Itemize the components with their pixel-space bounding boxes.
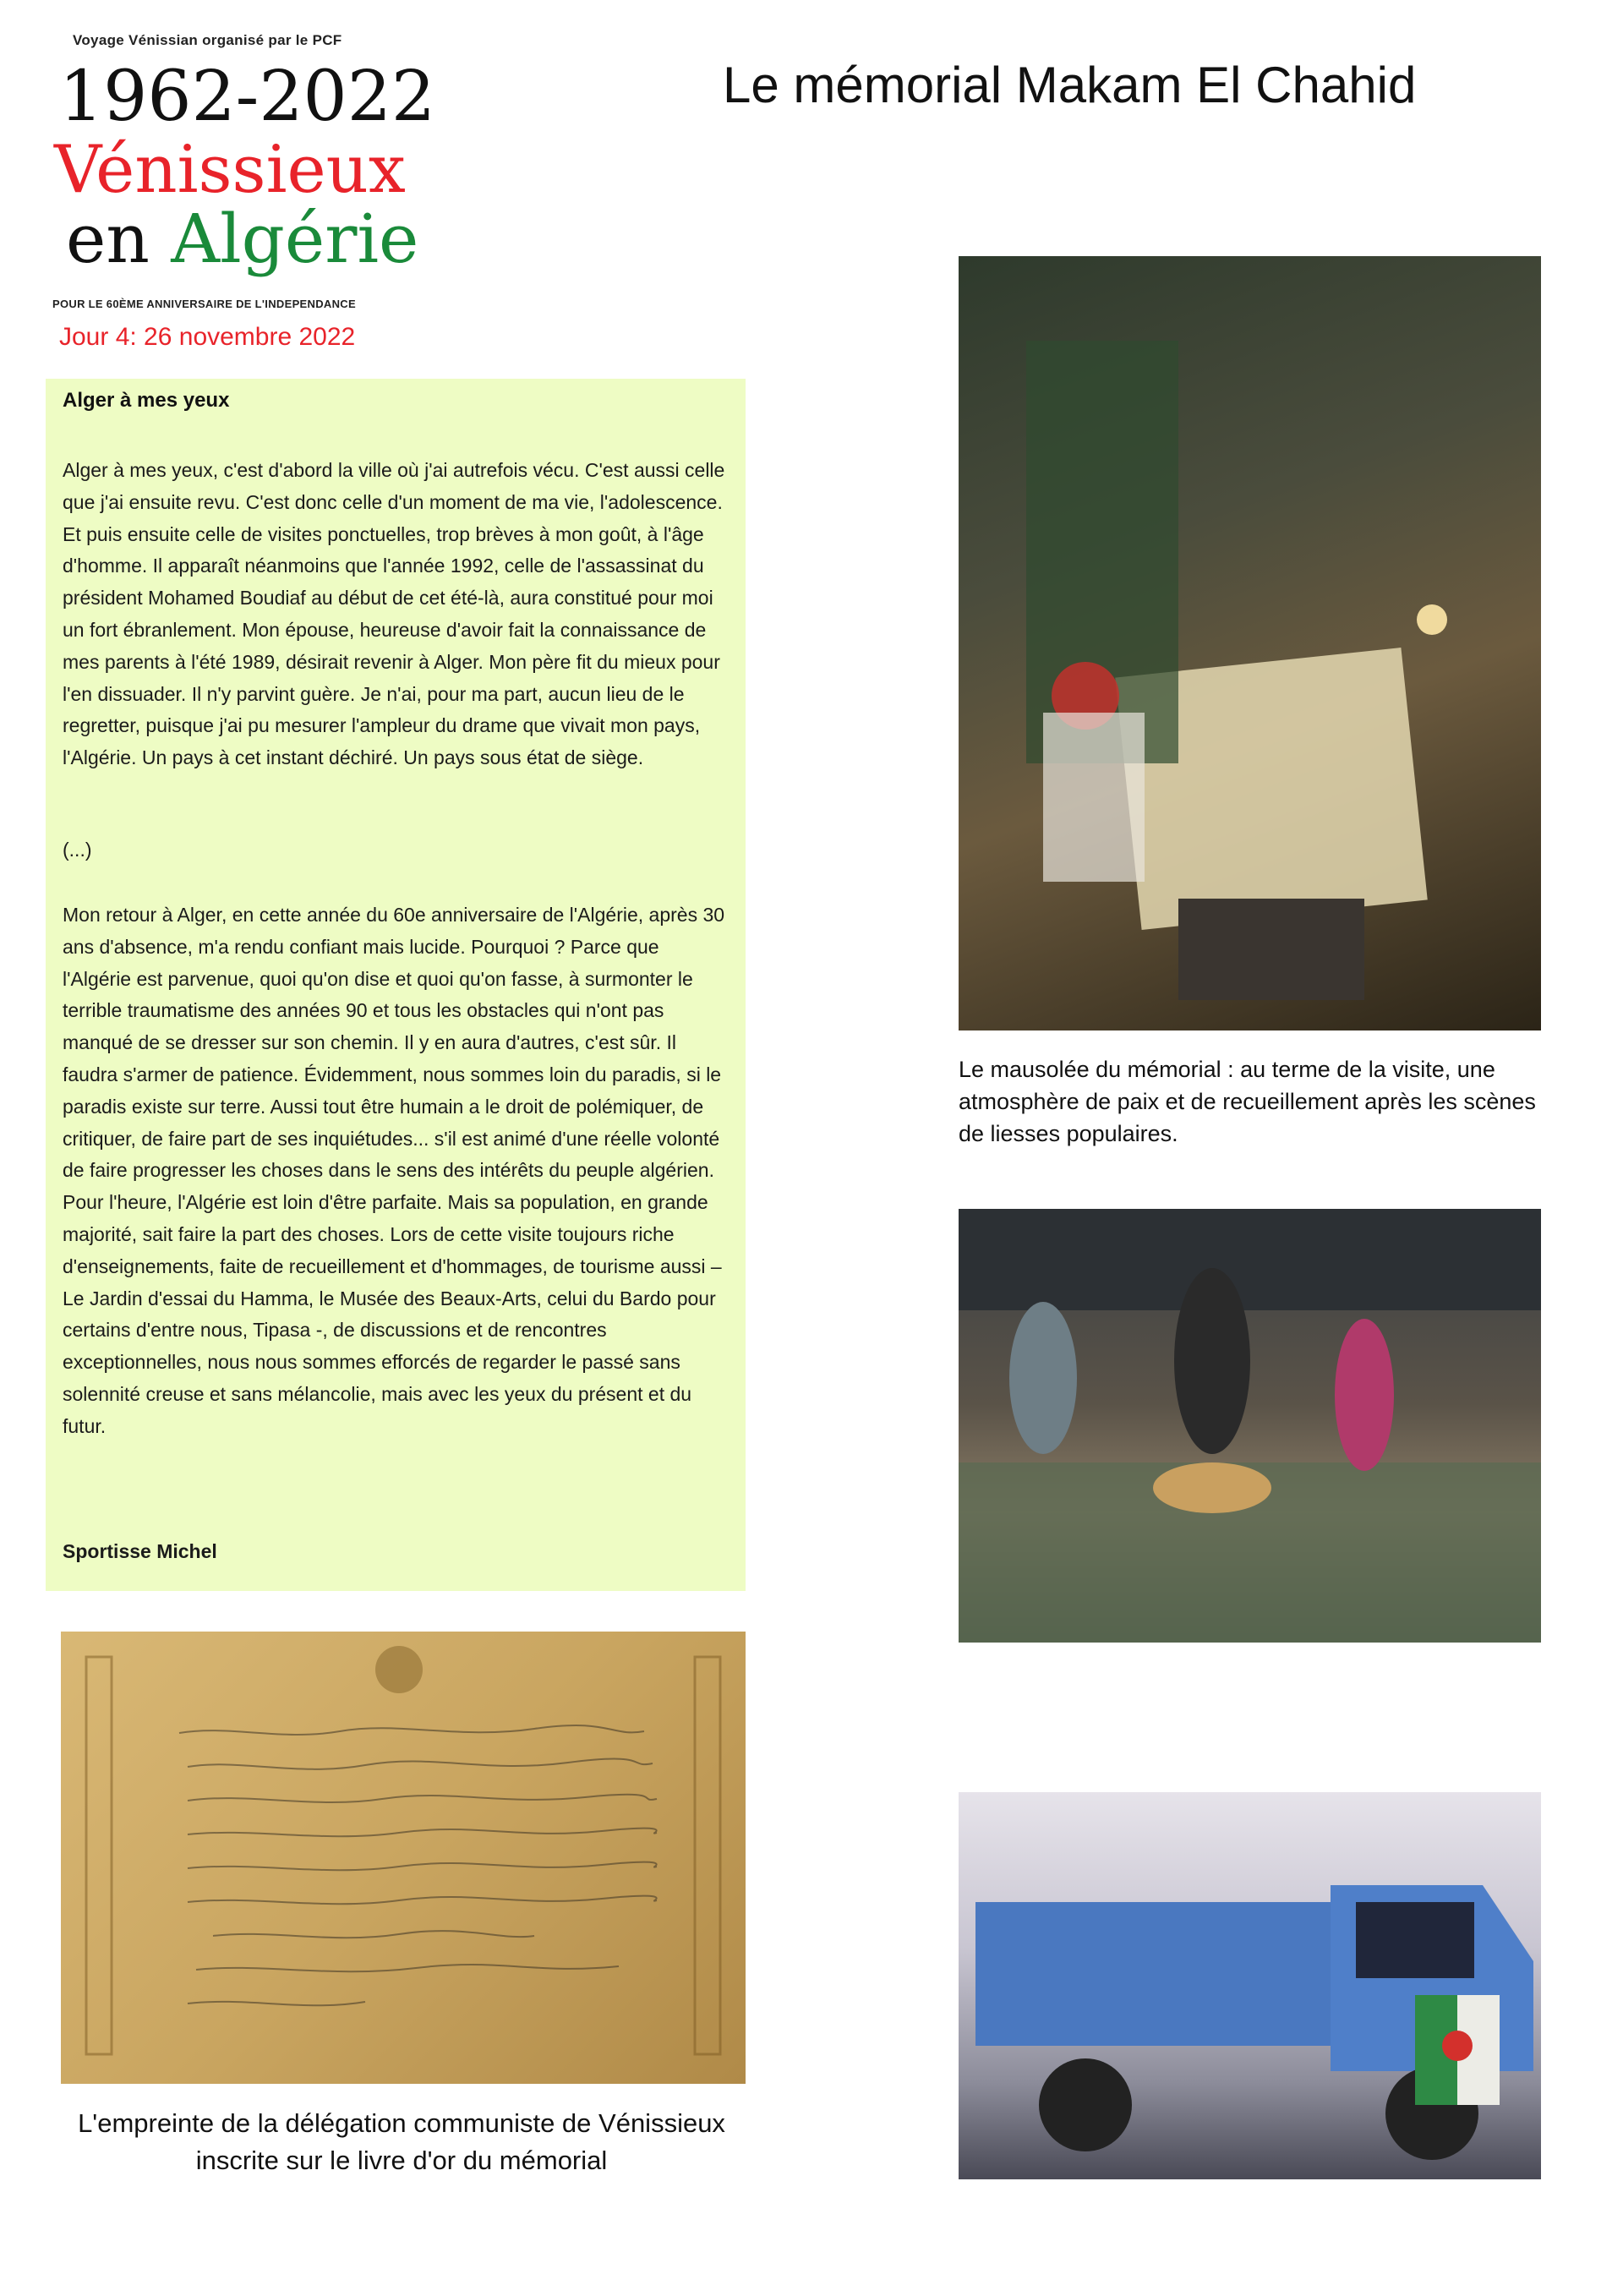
diorama-photo-art	[959, 1209, 1541, 1643]
page-title: Le mémorial Makam El Chahid	[723, 57, 1417, 113]
organizer-line: Voyage Vénissian organisé par le PCF	[73, 32, 342, 48]
diorama-photo	[959, 1209, 1541, 1643]
truck-photo	[959, 1792, 1541, 2179]
article-author: Sportisse Michel	[63, 1540, 217, 1562]
years-heading: 1962-2022	[59, 57, 436, 137]
guestbook-photo-art	[61, 1632, 746, 2084]
guestbook-photo	[61, 1632, 746, 2084]
article-title: Alger à mes yeux	[63, 389, 230, 412]
mausoleum-photo-art	[959, 256, 1541, 1030]
mausoleum-photo	[959, 256, 1541, 1030]
article-ellipsis: (...)	[63, 839, 92, 861]
country-heading	[66, 200, 419, 278]
article-paragraph-1: Alger à mes yeux, c'est d'abord la ville où j'ai autrefois vécu. C'est aussi celle que j'ai ensuite revu. C'est donc celle d'un moment de ma vie, l'adolescence. Et puis ensuite celle de visites ponctuelles, trop brèves à mon goût, à l'âge d'homme. Il apparaît néanmoins que l'année 1992, celle de l'assassinat du président Mohamed Boudiaf au début de cet été-là, aura constitué pour moi un fort ébranlement. Mon épouse, heureuse d'avoir fait la connaissance de mes parents à l'été 1989, désirait revenir à Alger. Mon père fit du mieux pour l'en dissuader. Il n'y parvint guère. Je n'ai, pour ma part, aucun lieu de le regretter, puisque j'ai pu mesurer l'ampleur du drame que vivait mon pays, l'Algérie. Un pays à cet instant déchiré. Un pays sous état de siège.	[63, 459, 725, 769]
day-label: Jour 4: 26 novembre 2022	[59, 323, 356, 351]
mausoleum-caption: Le mausolée du mémorial : au terme de la visite, une atmosphère de paix et de recueillement après les scènes de liesses populaires.	[959, 1057, 1536, 1146]
city-heading: Vénissieux	[54, 132, 406, 208]
article-paragraph-2: Mon retour à Alger, en cette année du 60e anniversaire de l'Algérie, après 30 ans d'absence, m'a rendu confiant mais lucide. Pourquoi ? Parce que l'Algérie est parvenue, quoi qu'on dise et quoi qu'on fasse, à surmonter le terrible traumatisme des années 90 et tous les obstacles qui n'ont pas manqué de se dresser sur son chemin. Il y en aura d'autres, c'est sûr. Il faudra s'armer de patience. Évidemment, nous sommes loin du paradis, si le paradis existe sur terre. Aussi tout être humain a le droit de polémiquer, de critiquer, de faire part de ses inquiétudes... s'il est animé d'une réelle volonté de faire progresser les choses dans le sens des intérêts du peuple algérien. Pour l'heure, l'Algérie est loin d'être parfaite. Mais sa population, en grande majorité, sait faire la part des choses. Lors de cette visite toujours riche d'enseignements, faite de recueillement et d'hommages, de tourisme aussi – Le Jardin d'essai du Hamma, le Musée des Beaux-Arts, celui du Bardo pour certains d'entre nous, Tipasa -, de discussions et de rencontres exceptionnelles, nous nous sommes efforcés de regarder le passé sans solennité creuse et sans mélancolie, mais avec les yeux du présent et du futur.	[63, 904, 725, 1437]
country-word: Algérie	[171, 200, 419, 278]
article-box	[46, 379, 746, 1591]
truck-photo-art	[959, 1792, 1541, 2179]
guestbook-caption: L'empreinte de la délégation communiste de Vénissieux inscrite sur le livre d'or du mémorial	[78, 2108, 725, 2175]
anniversary-line: POUR LE 60ÈME ANNIVERSAIRE DE L'INDEPENDANCE	[52, 298, 356, 310]
en-word: en	[66, 200, 172, 278]
